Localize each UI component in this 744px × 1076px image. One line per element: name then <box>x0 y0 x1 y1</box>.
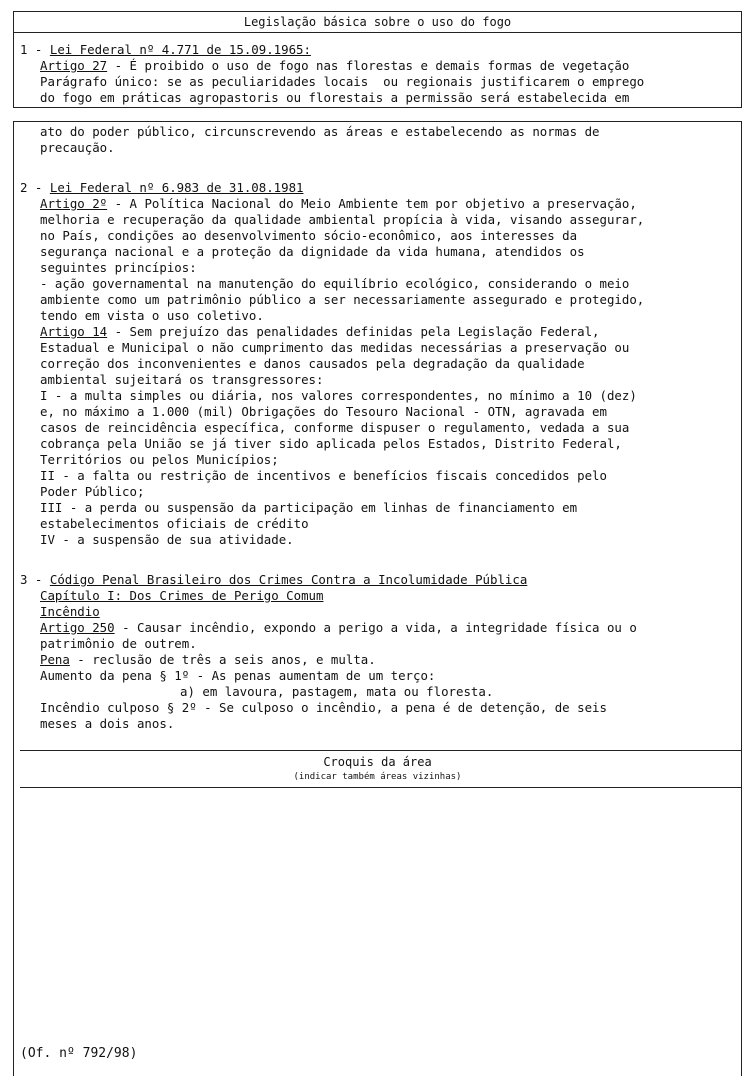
section-2-text: correção dos inconvenientes e danos causados pela degradação da qualidade <box>40 356 585 371</box>
section-2-text: I - a multa simples ou diária, nos valores correspondentes, no mínimo a 10 (dez) <box>40 388 637 403</box>
section-2-text: melhoria e recuperação da qualidade ambiental propícia à vida, visando assegurar, <box>40 212 645 227</box>
section-2-law-line <box>20 180 304 196</box>
section-3-text: - Causar incêndio, expondo a perigo a vida, a integridade física ou o <box>114 620 637 635</box>
section-2-text: Estadual e Municipal o não cumprimento das medidas necessárias a preservação ou <box>40 340 630 355</box>
section-1-text: precaução. <box>40 140 115 155</box>
section-1-law-line <box>20 42 311 58</box>
section-3-text: patrimônio de outrem. <box>40 636 197 651</box>
croquis-top-divider <box>20 750 741 751</box>
section-3-text: Aumento da pena § 1º - As penas aumentam de um terço: <box>40 668 436 683</box>
section-1-text: Parágrafo único: se as peculiaridades locais ou regionais justificarem o emprego <box>40 74 645 89</box>
section-2-article-2-label: Artigo 2º <box>40 196 108 211</box>
croquis-subtitle: (indicar também áreas vizinhas) <box>293 772 462 782</box>
section-3-heading: Incêndio <box>40 604 100 619</box>
page-title: Legislação básica sobre o uso do fogo <box>243 15 512 29</box>
section-3-code-line <box>20 572 527 588</box>
section-3-text: Incêndio culposo § 2º - Se culposo o incêndio, a pena é de detenção, de seis <box>40 700 607 715</box>
section-1-number: 1 - <box>20 42 43 57</box>
section-1-article-line <box>40 58 629 74</box>
section-3-code-title: Código Penal Brasileiro dos Crimes Contra a Incolumidade Pública <box>49 572 528 587</box>
section-1-text: do fogo em práticas agropastoris ou florestais a permissão será estabelecida em <box>40 90 630 105</box>
section-3-article-line <box>40 620 637 636</box>
croquis-title: Croquis da área <box>323 755 432 769</box>
section-2-article-14-line <box>40 324 600 340</box>
section-2-article-line <box>40 196 637 212</box>
section-2-text: III - a perda ou suspensão da participação em linhas de financiamento em <box>40 500 578 515</box>
section-1-text: - É proibido o uso de fogo nas florestas e demais formas de vegetação <box>107 58 630 73</box>
section-2-text: - ação governamental na manutenção do equilíbrio ecológico, considerando o meio <box>40 276 630 291</box>
section-3-article-label: Artigo 250 <box>40 620 115 635</box>
section-2-text: - A Política Nacional do Meio Ambiente tem por objetivo a preservação, <box>107 196 637 211</box>
section-3-pena-line <box>40 652 376 668</box>
section-3-text: - reclusão de três a seis anos, e multa. <box>69 652 376 667</box>
section-2-text: segurança nacional e a proteção da dignidade da vida humana, atendidos os <box>40 244 585 259</box>
section-2-text: seguintes princípios: <box>40 260 197 275</box>
section-3-pena-label: Pena <box>40 652 70 667</box>
section-2-text: ambiental sujeitará os transgressores: <box>40 372 324 387</box>
section-2-law-title: Lei Federal nº 6.983 de 31.08.1981 <box>49 180 304 195</box>
section-2-text: - Sem prejuízo das penalidades definidas pela Legislação Federal, <box>107 324 600 339</box>
footer-reference: (Of. nº 792/98) <box>20 1046 138 1061</box>
section-3-text: meses a dois anos. <box>40 716 175 731</box>
section-1-article-label: Artigo 27 <box>40 58 108 73</box>
section-3-number: 3 - <box>20 572 43 587</box>
section-3-chapter: Capítulo I: Dos Crimes de Perigo Comum <box>40 588 324 603</box>
section-2-text: no País, condições ao desenvolvimento sócio-econômico, aos interesses da <box>40 228 578 243</box>
section-2-text: cobrança pela União se já tiver sido aplicada pelos Estados, Distrito Federal, <box>40 436 622 451</box>
croquis-bottom-divider <box>20 787 741 788</box>
section-2-text: casos de reincidência específica, conforme dispuser o regulamento, vedada a sua <box>40 420 630 435</box>
section-2-text: tendo em vista o uso coletivo. <box>40 308 264 323</box>
section-2-text: Poder Público; <box>40 484 145 499</box>
section-2-text: II - a falta ou restrição de incentivos e benefícios fiscais concedidos pelo <box>40 468 607 483</box>
section-2-text: Territórios ou pelos Municípios; <box>40 452 279 467</box>
title-divider <box>14 32 741 33</box>
section-3-text: a) em lavoura, pastagem, mata ou floresta. <box>180 684 494 699</box>
section-1-law-title: Lei Federal nº 4.771 de 15.09.1965: <box>49 42 311 57</box>
section-2-text: IV - a suspensão de sua atividade. <box>40 532 294 547</box>
section-2-text: ambiente como um patrimônio público a ser necessariamente assegurado e protegido, <box>40 292 645 307</box>
section-2-text: estabelecimentos oficiais de crédito <box>40 516 309 531</box>
section-2-article-14-label: Artigo 14 <box>40 324 108 339</box>
section-1-text: ato do poder público, circunscrevendo as áreas e estabelecendo as normas de <box>40 124 600 139</box>
section-2-text: e, no máximo a 1.000 (mil) Obrigações do Tesouro Nacional - OTN, agravada em <box>40 404 607 419</box>
section-2-number: 2 - <box>20 180 43 195</box>
